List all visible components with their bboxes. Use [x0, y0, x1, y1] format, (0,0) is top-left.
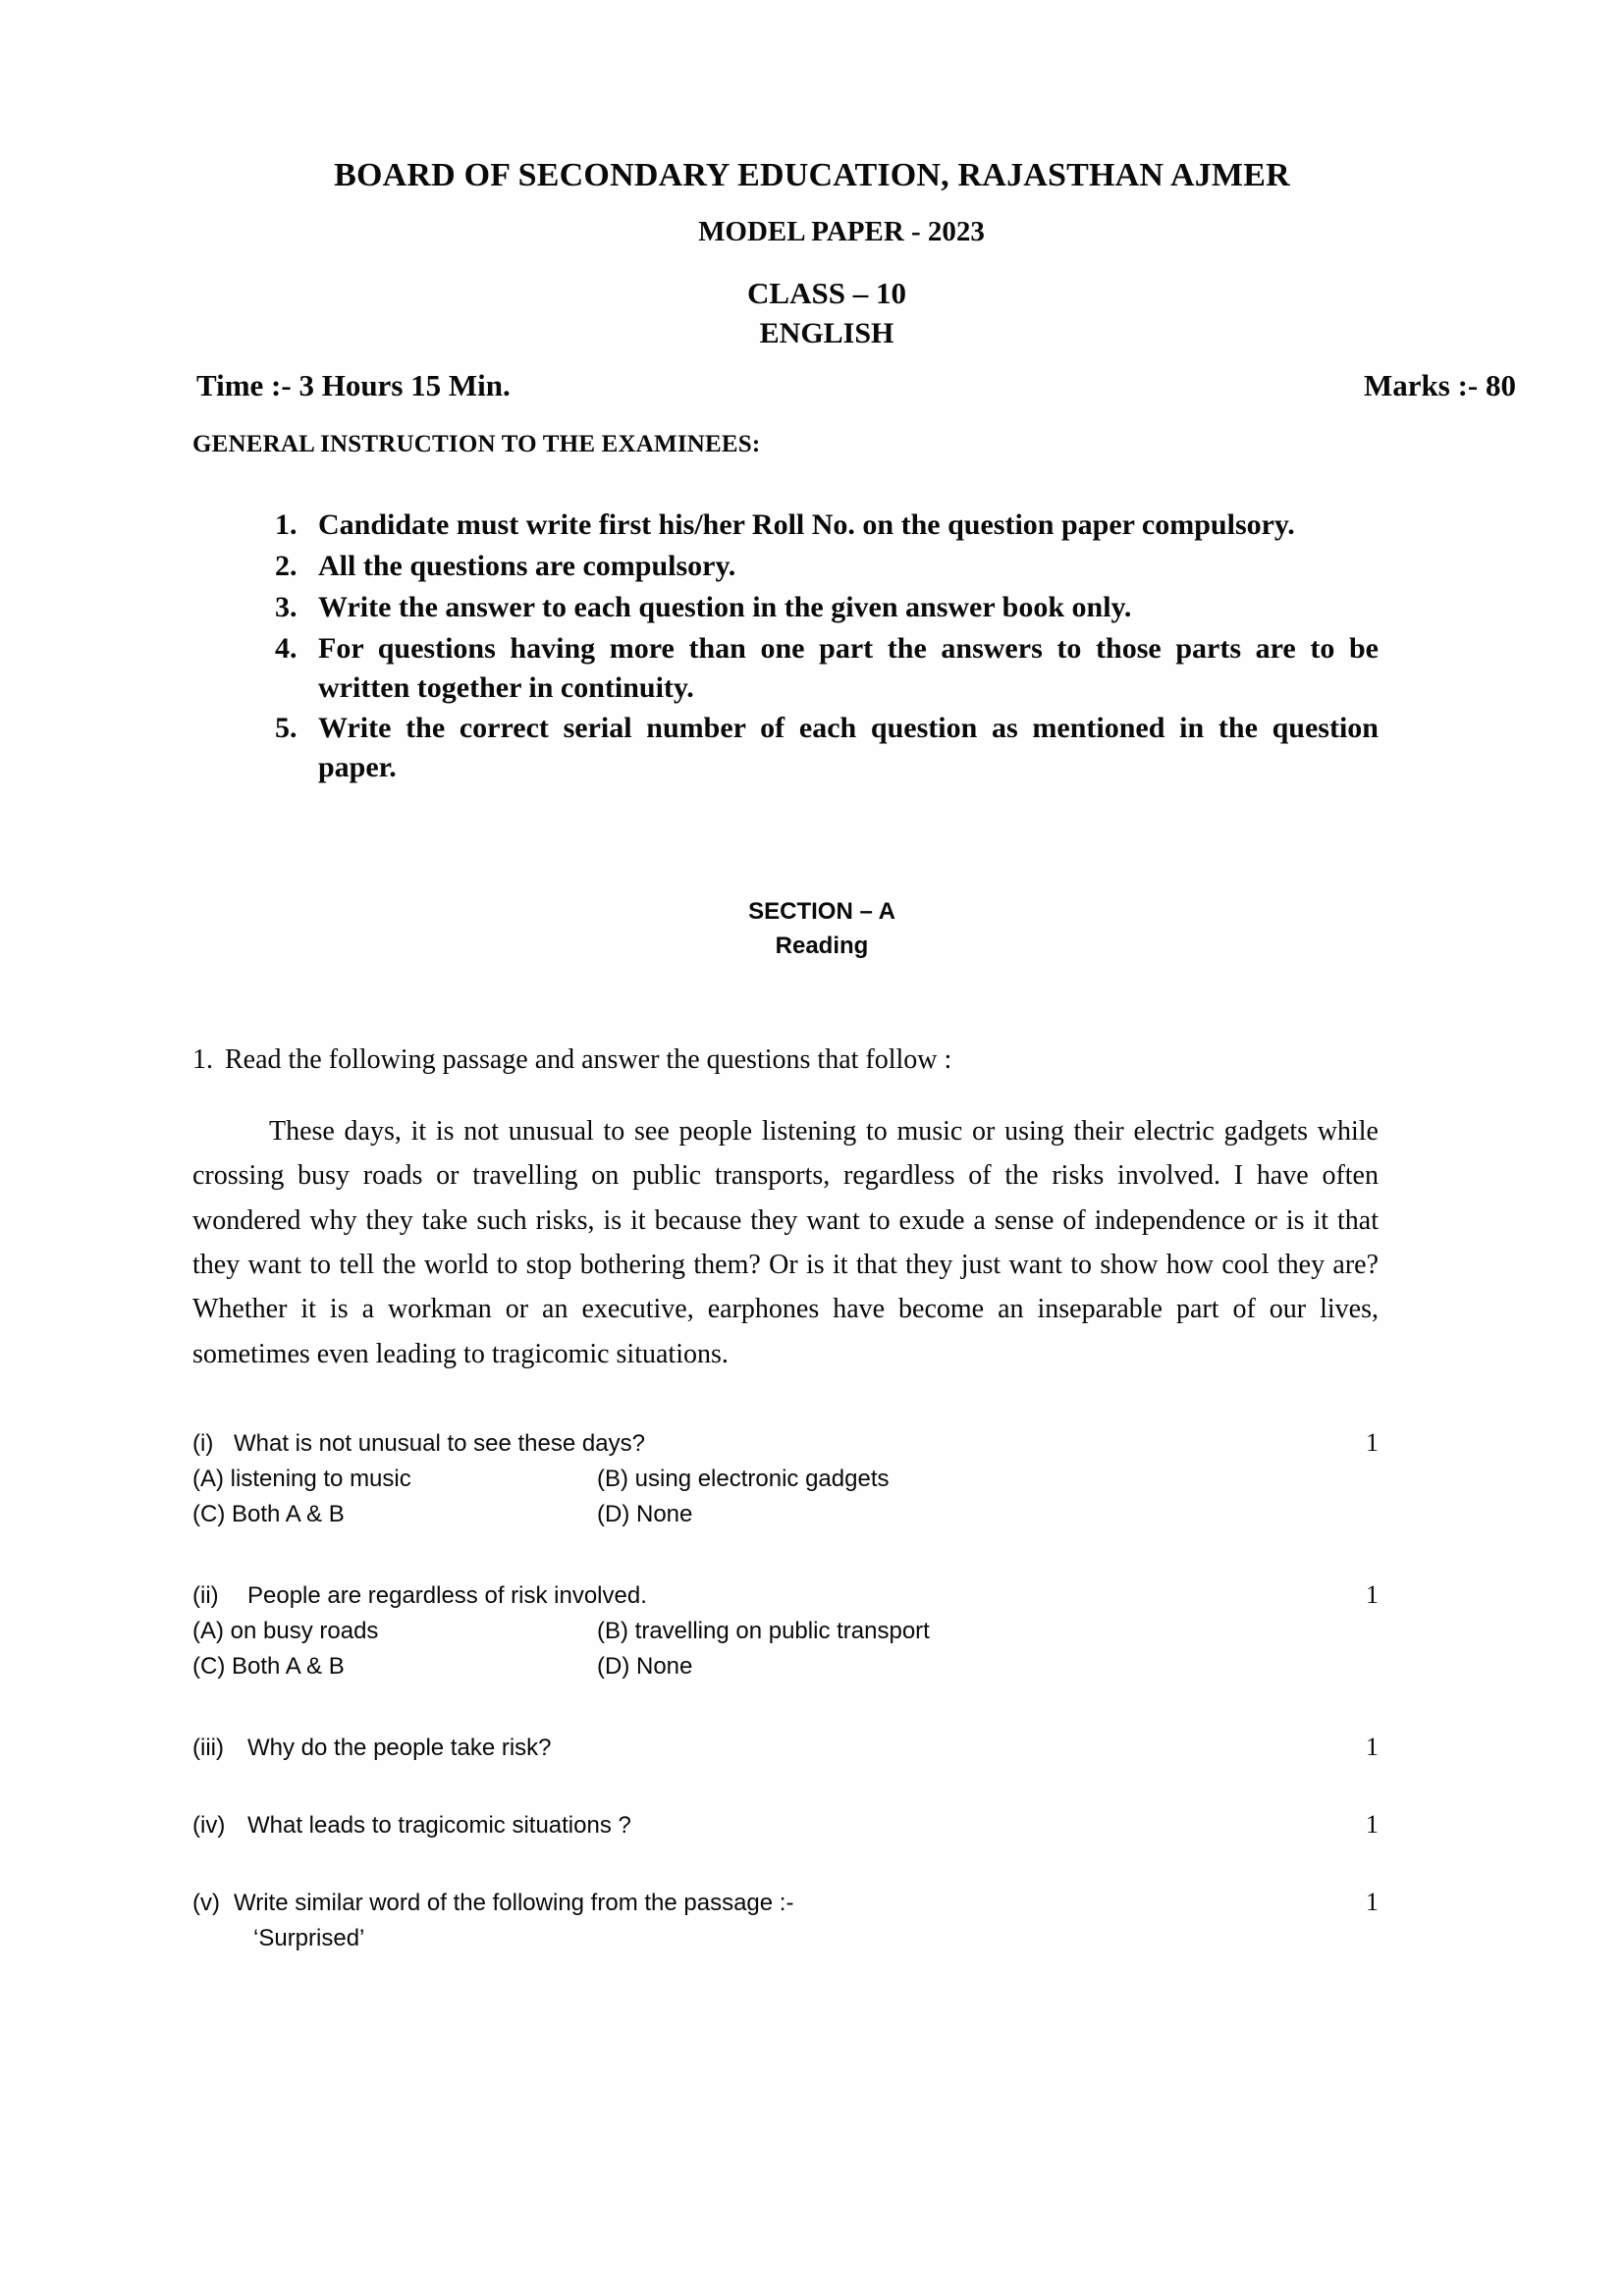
question-1-prompt-row: [0, 964, 1624, 1076]
sub-question-iii: [0, 1728, 1624, 1766]
sub-question-ii-options-row-2: [192, 1649, 1379, 1684]
general-instruction-heading: GENERAL INSTRUCTION TO THE EXAMINEES:: [192, 431, 761, 457]
sub-question-iv-stem-row: [192, 1805, 1379, 1843]
option-d[interactable]: (D) None: [597, 1652, 693, 1680]
marks-label: Marks :- 80: [1364, 368, 1516, 402]
spacer: [0, 1532, 1624, 1575]
sub-question-iii-text: Why do the people take risk?: [247, 1734, 552, 1761]
sub-question-iv: [0, 1805, 1624, 1843]
reading-passage: These days, it is not unusual to see people listening to music or using their electric gadgets while crossing busy roads or travelling on public transports, regardless of the risks involved. I have often wondered why they take such risks, is it because they want to exude a sense of independence or is it that they want to tell the world to stop bothering them? Or is it that they just want to show how cool they are? Whether it is a workman or an executive, earphones have become an inseparable part of our lives, sometimes even leading to tragicomic situations.: [192, 1115, 1379, 1369]
question-1-number: 1.: [192, 1043, 213, 1075]
time-marks-row: [0, 350, 1624, 403]
sub-question-i-marks: 1: [1366, 1427, 1379, 1457]
spacer: [0, 1684, 1624, 1728]
section-heading-block: [0, 789, 1624, 964]
sub-question-ii-options-row-1: [192, 1614, 1379, 1649]
sub-question-i-text: What is not unusual to see these days?: [234, 1429, 645, 1457]
sub-question-v-label: (v): [192, 1889, 220, 1916]
sub-question-v: [0, 1883, 1624, 1956]
sub-question-v-stem: [192, 1886, 1320, 1921]
instruction-list: [0, 458, 1624, 787]
sub-question-iv-label: (iv): [192, 1811, 226, 1839]
model-paper-subtitle: MODEL PAPER - 2023: [698, 216, 985, 247]
sub-question-iii-stem-row: [192, 1728, 1379, 1766]
instruction-item: 3. Write the answer to each question in the given answer book only.: [304, 588, 1379, 627]
sub-question-iii-stem: [192, 1731, 1320, 1766]
option-c[interactable]: (C) Both A & B: [192, 1500, 345, 1527]
time-label: Time :- 3 Hours 15 Min.: [196, 368, 511, 402]
sub-question-iii-marks: 1: [1366, 1732, 1379, 1761]
instruction-item: 5. Write the correct serial number of each question as mentioned in the question paper.: [304, 709, 1379, 787]
sub-question-iv-text: What leads to tragicomic situations ?: [247, 1811, 631, 1839]
sub-question-i-stem-row: [192, 1423, 1379, 1462]
board-title: BOARD OF SECONDARY EDUCATION, RAJASTHAN AJMER: [334, 157, 1290, 193]
sub-question-ii-marks: 1: [1366, 1579, 1379, 1609]
sub-question-i-options-row-2: [192, 1497, 1379, 1532]
instruction-item: 1. Candidate must write first his/her Roll No. on the question paper compulsory.: [304, 506, 1379, 545]
sub-question-ii-stem-row: [192, 1575, 1379, 1614]
section-title: SECTION – A: [748, 898, 895, 926]
option-d[interactable]: (D) None: [597, 1500, 693, 1527]
sub-question-i-label: (i): [192, 1429, 214, 1457]
sub-question-iv-stem: [192, 1808, 1320, 1843]
spacer: [0, 1843, 1624, 1883]
instruction-item: 2. All the questions are compulsory.: [304, 547, 1379, 586]
sub-question-v-marks: 1: [1366, 1887, 1379, 1916]
sub-question-ii-text: People are regardless of risk involved.: [247, 1581, 647, 1609]
option-c[interactable]: (C) Both A & B: [192, 1652, 345, 1680]
sub-question-v-stem-row: [192, 1883, 1379, 1921]
option-a[interactable]: (A) on busy roads: [192, 1617, 379, 1644]
sub-question-ii: [0, 1575, 1624, 1684]
sub-question-v-text: Write similar word of the following from the passage :-: [234, 1889, 794, 1916]
option-b[interactable]: (B) using electronic gadgets: [597, 1465, 890, 1492]
sub-question-iii-label: (iii): [192, 1734, 224, 1761]
sub-question-iv-marks: 1: [1366, 1809, 1379, 1839]
sub-question-i: [0, 1376, 1624, 1532]
sub-question-ii-label: (ii): [192, 1581, 219, 1609]
sub-question-i-options-row-1: [192, 1462, 1379, 1497]
class-label: CLASS – 10: [747, 276, 906, 310]
subject-label: ENGLISH: [759, 317, 894, 349]
sub-question-v-word: ‘Surprised’: [253, 1924, 365, 1951]
instruction-item: 4. For questions having more than one part the answers to those parts are to be written together in continuity.: [304, 629, 1379, 708]
question-1-prompt: Read the following passage and answer the questions that follow :: [225, 1043, 952, 1075]
sub-question-ii-stem: [192, 1578, 1320, 1614]
option-b[interactable]: (B) travelling on public transport: [597, 1617, 930, 1644]
spacer: [0, 1766, 1624, 1805]
option-a[interactable]: (A) listening to music: [192, 1465, 411, 1492]
section-subtitle: Reading: [775, 933, 869, 960]
sub-question-i-stem: [192, 1426, 1320, 1462]
